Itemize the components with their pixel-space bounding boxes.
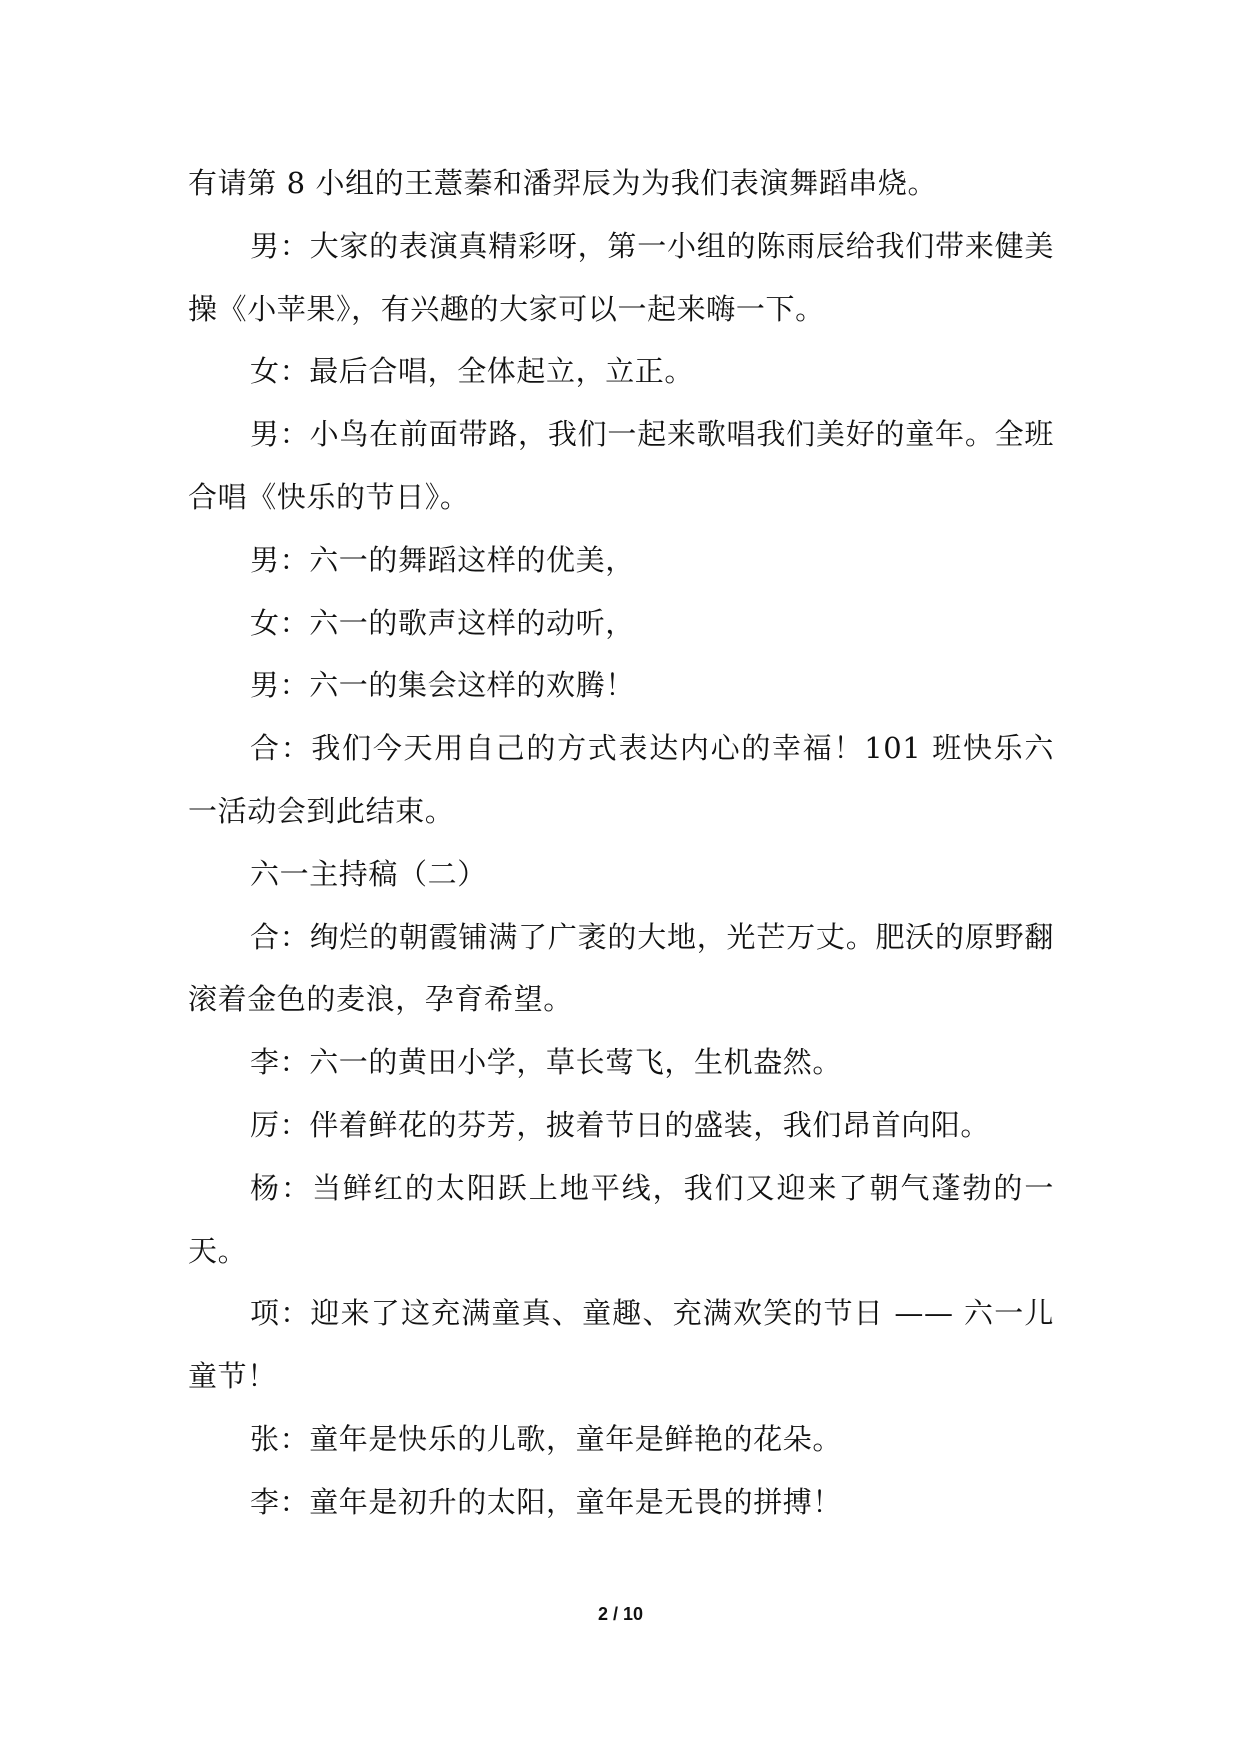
paragraph: 项：迎来了这充满童真、童趣、充满欢笑的节日 —— 六一儿童节！	[188, 1296, 1054, 1394]
page-number: 2 / 10	[597, 1604, 644, 1624]
paragraph: 厉：伴着鲜花的芬芳，披着节日的盛装，我们昂首向阳。	[250, 1107, 991, 1142]
paragraph: 女：六一的歌声这样的动听，	[250, 605, 635, 640]
section-heading: 六一主持稿（二）	[250, 856, 487, 891]
paragraph: 合：绚烂的朝霞铺满了广袤的大地，光芒万丈。肥沃的原野翻滚着金色的麦浪，孕育希望。	[188, 919, 1054, 1017]
document-body	[188, 152, 1054, 1534]
paragraph: 男：六一的舞蹈这样的优美，	[250, 542, 635, 577]
paragraph: 李：童年是初升的太阳，童年是无畏的拼搏！	[250, 1484, 843, 1519]
paragraph: 李：六一的黄田小学，草长莺飞，生机盎然。	[250, 1045, 843, 1080]
paragraph: 女：最后合唱，全体起立，立正。	[250, 354, 695, 389]
paragraph: 有请第 8 小组的王薏蓁和潘羿辰为为我们表演舞蹈串烧。	[188, 166, 938, 200]
paragraph: 合：我们今天用自己的方式表达内心的幸福！101 班快乐六一活动会到此结束。	[188, 731, 1054, 828]
paragraph: 张：童年是快乐的儿歌，童年是鲜艳的花朵。	[250, 1421, 843, 1456]
paragraph: 男：小鸟在前面带路，我们一起来歌唱我们美好的童年。全班合唱《快乐的节日》。	[188, 417, 1054, 514]
paragraph: 男：六一的集会这样的欢腾！	[250, 668, 635, 703]
paragraph: 杨：当鲜红的太阳跃上地平线，我们又迎来了朝气蓬勃的一天。	[188, 1170, 1054, 1268]
paragraph: 男：大家的表演真精彩呀，第一小组的陈雨辰给我们带来健美操《小苹果》，有兴趣的大家可以一起来嗨一下。	[188, 228, 1054, 326]
